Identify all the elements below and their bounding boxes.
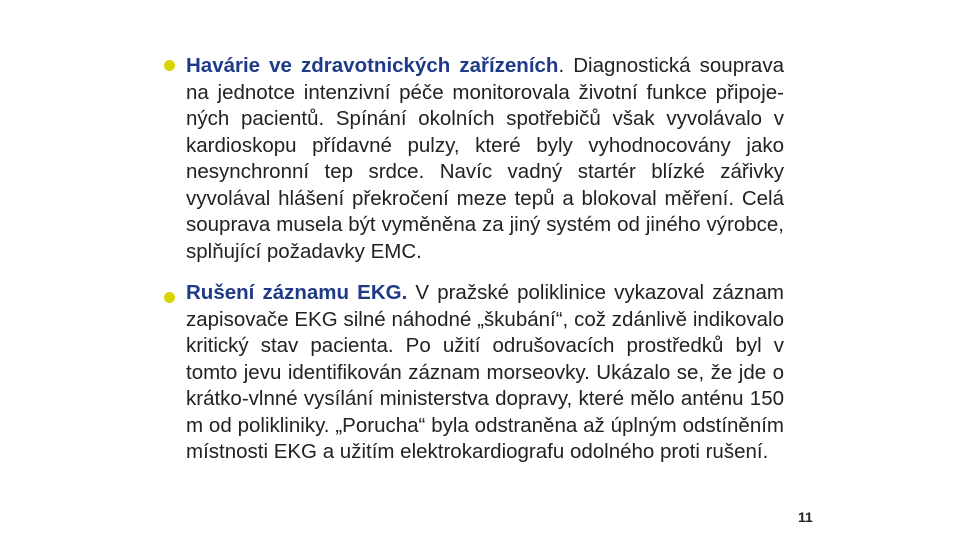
bullet-2	[164, 292, 175, 303]
bullet-1	[164, 60, 175, 71]
paragraph-1-text: Diagnostická souprava na jednotce intenzivní péče monitorovala životní funkce připoje-ných pacientů. Spínání okolních spotřebičů však vyvolávalo v kardioskopu přídavné pulzy, které byly vyhodnocovány jako nesynchronní tep srdce. Navíc vadný startér blízké zářivky vyvolával hlášení překročení meze tepů a blokoval měření. Celá souprava musela být vyměněna za jiný systém od jiného výrobce, splňující požadavky EMC.	[186, 54, 784, 263]
paragraph-1	[186, 53, 784, 265]
paragraph-1-heading: Havárie ve zdravotnických zařízeních	[186, 54, 559, 77]
paragraph-2	[186, 280, 784, 466]
paragraph-2-heading: Rušení záznamu EKG.	[186, 281, 408, 304]
paragraph-2-text: V pražské poliklinice vykazoval záznam zapisovače EKG silné náhodné „škubání“, což zdánlivě indikovalo kritický stav pacienta. Po užití odrušovacích prostředků byl v tomto jevu identifikován záznam morseovky. Ukázalo se, že jde o krátko-vlnné vysílání ministerstva dopravy, které mělo anténu 150 m od polikliniky. „Porucha“ byla odstraněna až úplným odstíněním místnosti EKG a užitím elektrokardiografu odolného proti rušení.	[186, 281, 784, 463]
paragraph-1-heading-end: .	[558, 54, 565, 77]
page-number: 11	[798, 509, 813, 525]
